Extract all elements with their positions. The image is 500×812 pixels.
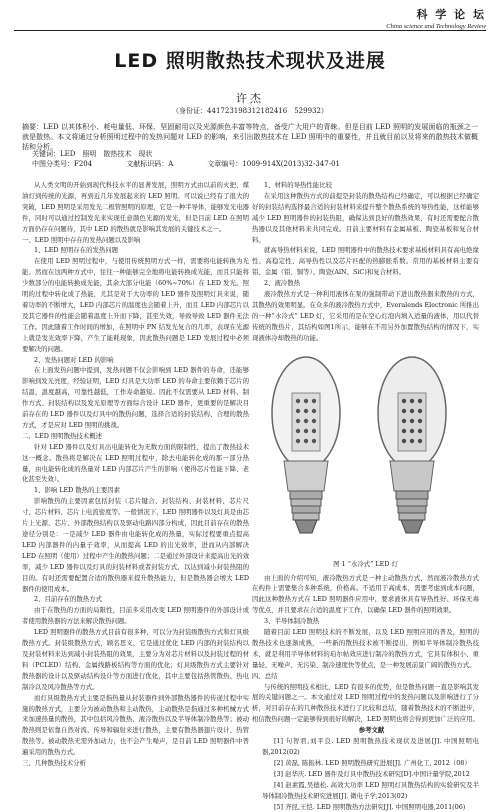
document-code: 文献标识码：A [126,160,174,168]
paper-title: LED 照明散热技术现状及进展 [114,50,386,72]
references-list [252,736,479,812]
reference-item: [2] 黄磊, 陈振林. LED 照明散热研究进展[J]. 广州化工, 2012（08） [274,758,471,767]
paragraph: 针对 LED 器件以及灯具出电能转化为无数方面的限制性，提出了散热技术这一概念。散热将是解决在 LED 照明过程中，除去电能转化成的那一部分热量，由电能转化成的热量对 LED 内部芯片产生的影响（使得芯片性能下降、老化甚至失效）。 [22,442,249,484]
section-heading: 三、几种散热技术分析 [22,759,86,768]
paragraph: 由上面的介绍可知，液冷散热方式是一种主动散热方式，然而液冷散热方式在构件上需要集合多种系统，价格高。不适用于高成本，需要考虑到成本问题，因此这种散热方式在 LED 照明器件应用中，要求液体具有导热性好、环保无毒等优点，并且要求在合适的温度下工作，以确保 LED 器件的照明效果。 [252,573,479,615]
paragraph: 随着目前 LED 照明技术的不断发展，以及 LED 照明应用的普及，照明的散热技术也逐渐成熟，一些新的散热技术被不断提出，例如半导体制冷散热技术，就是利用半导体材料的珀尔帖效应进行制冷的散热方式，它具有体积小、重量轻、无噪声、无污染、制冷速度快等优点，是一种发展前景广阔的散热方式。 [252,628,479,669]
paragraph: 与传统的照明技术相比，LED 有很多的优势，但是散热问题一直是影响其发展的关键问题之一。本文通过对 LED 照明过程中的发热问题以及影响进行了分析，对目前存在的几种散热技术进行了比较和总结，随着散热技术的不断进步，相信散热问题一定能够得到很好的解决，LED 照明也将会得到更加广泛的应用。 [252,682,479,724]
section-heading: 四、总结 [252,671,278,680]
subsection-heading: 1、材料的导热性能比较 [264,181,332,189]
subsection-heading: 1、影响 LED 散热的主要因素 [34,486,121,495]
paragraph: 就高导热材料来说，LED 照明器件中的散热技术要求基板材料具有高电绝缘性、高稳定性、高导热性以及芯片匹配的热膨胀系数。常用的基板材料主要有铝、金属（铝、铜等）、陶瓷(AlN、SiC)和复合材料。 [252,246,479,277]
paragraph: 由于在散热的方面的局限性，目前多采用改变 LED 照明器件的外部设计或者使用散热器的方法来解决散热问题。 [22,606,249,626]
figure-1 [252,347,479,557]
reference-item: [4] 赵素霞,吴德松. 高效大功率 LED 照明灯具散热结构的实验研究及半导体制冷散热技术研究进展[J]. 微电子学,2013(02) [262,780,479,800]
section-label: 科 学 论 坛 [416,8,486,21]
liquid-cooled-bulb-image-right [372,351,452,551]
right-column-top [252,180,479,344]
section-heading: 一、LED 照明中存在的发热问题以及影响 [22,235,141,244]
affiliation: （身份证：441723198312182416 529932） [172,107,328,115]
keywords: 关键词：LED 照明 散热技术 现状 [32,150,153,158]
class-number: 中图分类号：F204 [32,160,93,168]
left-column [22,180,249,769]
subsection-heading: 2、发热问题对 LED 的影响 [34,355,114,364]
reference-item: [5] 齐昆,王恺. LED 照明散热方法研究[J]. 中国照明电器,2011(06) [274,802,466,811]
subsection-heading: 3、半导体制冷散热 [264,617,320,626]
reference-item: [3] 赵华庆. LED 器件及灯具中散热技术研究[D].中国计量学院,2012 [274,769,470,778]
article-number: 文章编号：1009-914X(2013)32-347-01 [207,160,340,168]
paragraph: 在上面发热问题中提到，发热问题不仅会影响到 LED 器件的寿命，还能够影响到发光亮度，经验证明，LED 灯具是大功率 LED 的寿命主要依赖于芯片的结温，温度越高，可靠性越低，工作寿命越短。因此不仅需要从 LED 材料、制作方式、封装结构以及发光原理等方面综合设计 LED 器件，更重要的是解决目前存在的 LED 器件以及灯具中的散热问题，选择合适的封装结构、合理的散热方式，才是应对 LED 照明的挑战。 [22,366,249,429]
paragraph: 液冷散热方式是一种利用液体在泵的强制带动下进出散热器来散热的方式，其散热的效果明显。在众多的液冷散热方式中，Everalends Electronic 所推出的一种“水冷式” LED 灯，它采用的是在空心灯泡内填入适量的液体，用以代替传统的散热片，其结构如图1所示，能够在不用另外加置散热结构的情况下，实现液体冷却散热的功能。 [252,290,479,342]
subsection-heading: 1、LED 照明存在的发热问题 [34,246,119,255]
author: 许杰 [236,92,264,105]
reference-item: [1] 句智君,刘平良. LED 照明散热技术现状及进展[J]. 中国照明电器,2012(02) [262,737,479,756]
section-heading: 二、LED 照明散热技术概述 [22,431,102,440]
references-title: 参考文献 [358,726,385,735]
paragraph: 从人类文明的开始到现代科技水平的显著发展，照明方式由以前的火把、煤油灯到传统的光源，再到近几年发展起来的 LED 照明。可以说已经有了很大的突破，LED 照明是采用发光二极管照明的原理，它是一种半导体，能够发光电器件，同时可以通过控制发光来实现任意颜色光源的发光，但是目前 LED 在照明方面仍存在问题待，其中 LED 的散热就是影响其发展的关键技术之一。 [22,181,249,233]
paragraph: 而灯具级散热方式主要是指热量从封装器件到外部散热器件的传递过程中实施的散热方式，主要分为被动散热和主动散热，主动散热是指通过多种机械方式来加速热量的散热，其中包括风冷散热、液冷散热以及半导体制冷散热等；被动散热则是依靠自然对流、传导和辐射来进行散热，主要有散热器翅片设计、热管散热等。被动散热无需外加动力，也不会产生噪声，是目前 LED 照明器件中普遍采用的散热方式。 [22,693,249,757]
paragraph: 影响散热的主要因素包括封装（芯片键合、封装结构、封装材料、芯片尺寸、芯片材料、芯片上电流密度等。一般情况下，LED 照明器件以及灯具是由芯片上光源、芯片、外部散热结构以及驱动电路四部分构成，因此目前存在的散热途径分别是：一是减少 LED 器件由电能转化成的热量，实际过程要重点提高 LED 内部器件的内量子效率，从而提高 LED 的出光效率，进而从内部解决 LED 在照明（使用）过程中产生的散热问题；二是通过外部设计来提高出光的效率，减少 LED 器件以及灯具的封装材料或者封装方式，以达到减小封装热阻的目的。有时还需要配置合适的散热器来提升散热能力，但是散热器会增大 LED 器件的使用成本。 [22,497,249,593]
paragraph: 在采用这种散热方式的前提是封装的散热结构已经确定，可以根据已经确定好的封装结构选择最合适的封装材料来提升整个散热系统的导热性能，这样能够减少 LED 照明器件的封装热阻，确保达到良好的散热效果，有时还需要配合散热器以及其他材料来共同完成。目前主要材料有金属基板、陶瓷基板和复合材料。 [252,191,479,244]
right-column-bottom [252,573,479,726]
subsection-heading: 2、液冷散热 [264,279,301,288]
paragraph: 在使用 LED 照明过程中，与使用传统照明方式一样，需要将电能转换为光能。然而在这两种方式中，往往一种能够完全地将电能转换成光能，而且只能将少数部分的电能转换成光能，其余大部分电能（60%~70%）在 LED 发光。照明的过程中转化成了热能，尤其是对于大功率的 LED 器件及照明灯具来说，随着功率的不断增大，LED 内部芯片的温度也会随着上升，而且 LED 内部芯片以及其它器件的性能会随着温度上升而下降，甚至失效，导致导致 LED 器件无法工作。因此随着工作时间的增加，在照明中 PN 结发光复合的几率，表现在光源上就是发光效率下降，产生了能耗现象，因此散热问题是 LED 发展过程中必须要解决的问题。 [22,257,249,353]
journal-header [386,6,486,30]
liquid-cooled-bulb-image-left [266,351,346,551]
subsection-heading: 2、目前存在的散热方式 [34,595,102,604]
header-rule [14,30,486,31]
abstract: 摘要：LED 以其体积小、耗电量低、环保、坚固耐用以及光源颜色丰富等特点，备受广大用户的青睐。但是目前 LED 照明的发展面临的瓶颈之一就是散热。本文将通过分析照明过程中的发热问题对 LED 的影响，来引出散热技术在 LED 照明中的重要性，并且就目前以及将来的散热技术做概括和分析。 [22,123,478,151]
classification-line [32,159,478,169]
right-column [252,180,479,812]
figure-caption: 图 1 “水冷式” LED 灯 [333,559,398,568]
journal-name: China science and Technology Review [386,23,486,30]
paragraph: LED 照明器件的散热方式目前有很多种，可以分为封装级散热方式和灯具级散热方式。封装级散热方式，顾名思义，它是通过优化 LED 内部的封装结构以及封装材料来达到减小封装热阻的效果，主要分为对芯片材料以及封装过程的材料（PCLED）结构、金属线路板结构等方面的优化；灯具级散热方式主要针对散热器的设计以及驱动结构设计等方面进行优化，其中主要包括热管散热、热电制冷以及风冷散热等方式。 [22,628,249,691]
